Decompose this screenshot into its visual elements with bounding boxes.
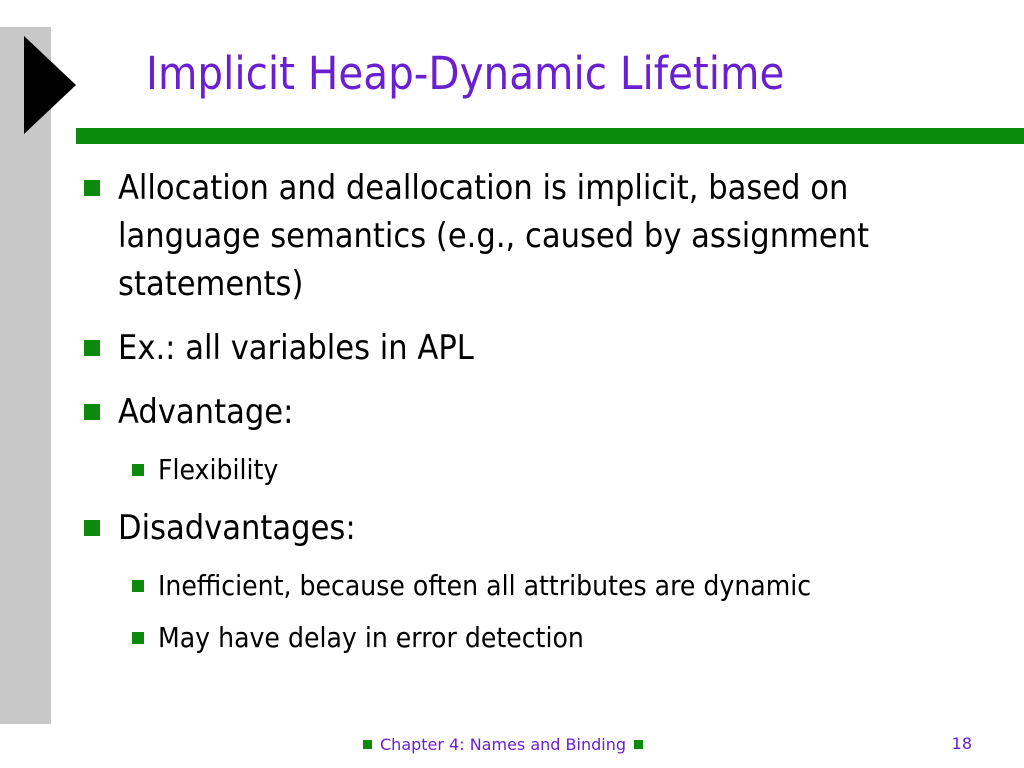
square-bullet-icon [84,520,100,536]
sub-bullet-item [132,620,984,656]
bullet-text: Advantage: [118,392,294,432]
square-bullet-icon [634,740,643,749]
square-bullet-icon [132,464,144,476]
slide-title: Implicit Heap-Dynamic Lifetime [146,47,785,100]
footer [363,734,643,754]
bullet-text: Ex.: all variables in APL [118,328,474,368]
play-arrow-icon [24,36,76,134]
page-number: 18 [951,734,972,753]
bullet-text: Allocation and deallocation is implicit, based on language semantics (e.g., caused by assignment statements) [118,168,870,304]
square-bullet-icon [84,180,100,196]
sub-bullet-text: May have delay in error detection [158,621,584,654]
square-bullet-icon [132,632,144,644]
title-underline [76,128,1024,144]
square-bullet-icon [84,340,100,356]
square-bullet-icon [363,740,372,749]
bullet-item [84,504,984,552]
square-bullet-icon [84,404,100,420]
bullet-text: Disadvantages: [118,508,356,548]
square-bullet-icon [132,580,144,592]
bullet-list [84,164,984,672]
sub-bullet-text: Inefficient, because often all attributes are dynamic [158,569,812,602]
bullet-item [84,388,984,436]
sub-bullet-text: Flexibility [158,453,279,486]
footer-text: Chapter 4: Names and Binding [380,734,626,754]
sub-bullet-item [132,568,984,604]
bullet-item [84,324,984,372]
sub-bullet-item [132,452,984,488]
bullet-item [84,164,984,308]
